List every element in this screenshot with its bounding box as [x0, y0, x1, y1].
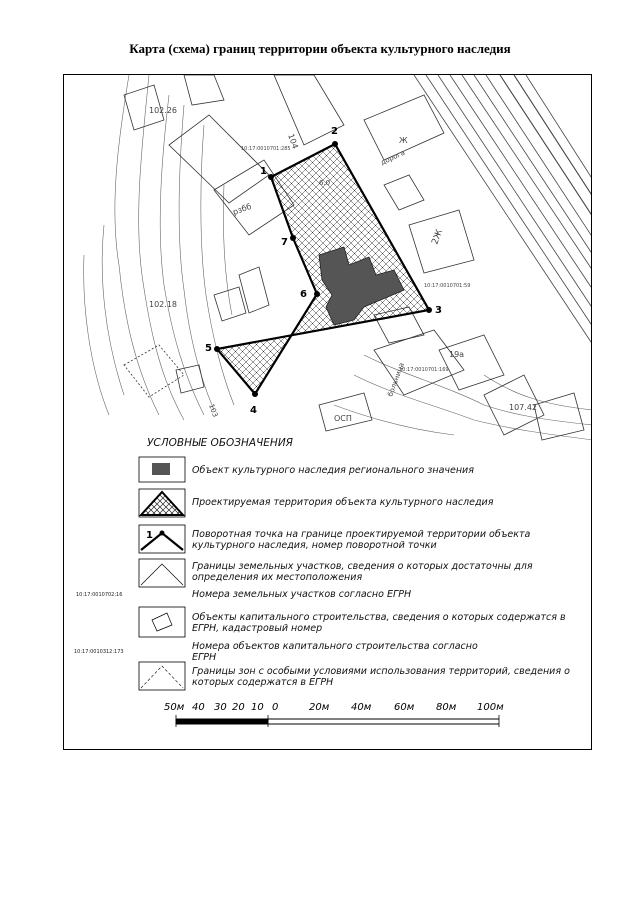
vertex-number-4: 4	[250, 405, 257, 416]
scale-bar	[176, 715, 499, 727]
scale-label: 40м	[351, 702, 372, 713]
building-label: 104	[286, 132, 300, 151]
vertex-number-5: 5	[205, 343, 212, 354]
street-label: дорога	[379, 148, 407, 167]
legend-sample-object-number: 10:17:0010312:173	[74, 649, 124, 655]
vertex-point-4	[252, 391, 258, 397]
cadastral-number-label: 10:17:0010701:169	[399, 367, 449, 373]
scale-label: 60м	[394, 702, 415, 713]
scale-label: 30	[214, 702, 227, 713]
vertex-number-2: 2	[331, 126, 338, 137]
scale-label: 40	[192, 702, 205, 713]
scale-label: 80м	[436, 702, 457, 713]
scale-bar-labels	[164, 702, 514, 714]
street-label: больница	[386, 361, 406, 398]
elevation-label: 107.42	[509, 403, 537, 412]
vertex-point-3	[426, 307, 432, 313]
vertex-point-6	[314, 291, 320, 297]
elevation-label: 102.26	[149, 106, 177, 115]
scale-label: 20м	[309, 702, 330, 713]
vertex-point-5	[214, 346, 220, 352]
vertex-number-3: 3	[435, 305, 442, 316]
legend-vertex-marker: 1	[146, 530, 153, 541]
legend-sample-plot-number: 10:17:0010702:16	[76, 592, 123, 598]
vertex-number-1: 1	[260, 166, 267, 177]
building-label: 103	[207, 402, 220, 419]
building-label: 2Ж	[430, 228, 446, 247]
vertex-point-1	[268, 174, 274, 180]
cadastral-number-label: 10:17:0010701:59	[424, 283, 471, 289]
vertex-point-7	[290, 235, 296, 241]
vertex-point-2	[332, 141, 338, 147]
map-frame	[63, 74, 592, 750]
building-label: ОСП	[334, 414, 352, 423]
legend-item-plot-numbers: Номера земельных участков согласно ЕГРН	[192, 589, 412, 600]
legend-item-land-plot-boundaries: Границы земельных участков, сведения о которых достаточны для определения их местоположения	[192, 561, 533, 583]
road-label: 6.0	[319, 179, 331, 187]
legend-header: УСЛОВНЫЕ ОБОЗНАЧЕНИЯ	[147, 437, 293, 449]
legend-item-vertex-point: Поворотная точка на границе проектируемой территории объекта культурного наследия, номер поворотной точки	[192, 529, 531, 551]
scale-label: 10	[251, 702, 264, 713]
scale-label: 0	[272, 702, 279, 713]
legend-item-projected-territory: Проектируемая территория объекта культурного наследия	[192, 497, 494, 508]
vertex-number-6: 6	[300, 289, 307, 300]
legend-symbols	[139, 457, 185, 690]
legend-item-object-numbers: Номера объектов капитального строительства согласно ЕГРН	[192, 641, 478, 663]
building-label: рзбб	[231, 201, 253, 217]
elevation-label: 102.18	[149, 300, 177, 309]
legend-item-special-zones: Границы зон с особыми условиями использования территорий, сведения о которых содержатся в ЕГРН	[192, 666, 570, 688]
legend-item-capital-objects: Объекты капитального строительства, сведения о которых содержатся в ЕГРН, кадастровый номер	[192, 612, 566, 634]
cadastral-number-label: 10:17:0010701:285	[241, 146, 291, 152]
vertex-number-7: 7	[281, 237, 288, 248]
building-label: 19а	[449, 350, 465, 359]
page-title: Карта (схема) границ территории объекта культурного наследия	[129, 41, 511, 56]
scale-label: 20	[232, 702, 245, 713]
legend-item-heritage-object: Объект культурного наследия регионального значения	[192, 465, 474, 476]
scale-label: 50м	[164, 702, 185, 713]
scale-label: 100м	[477, 702, 504, 713]
building-label: Ж	[399, 136, 408, 145]
